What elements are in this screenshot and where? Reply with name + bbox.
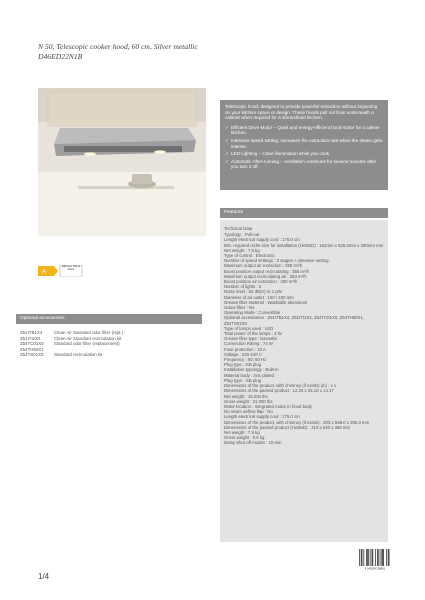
spec-line: Plug type : GB plug bbox=[224, 362, 262, 368]
list-item bbox=[20, 352, 200, 358]
feature-bullet: ✓ LED Lighting – Clear illumination while you cook. bbox=[225, 151, 383, 157]
silent-drive-label: Efficient Silent Drive bbox=[61, 264, 81, 272]
spec-line: Dimensions of the product, with chimney (if exists) (in) : x x bbox=[224, 383, 336, 389]
spec-line: Gross weight : 9.5 kg bbox=[224, 435, 265, 441]
spec-line: Type of control : Electronic bbox=[224, 253, 275, 259]
spec-line: Dimensions of the product, with chimney (if exists) : 203 x 598.0 x 290.0 mm bbox=[224, 419, 370, 425]
spec-line: Dimensions of the packed product : 12.20 x 25.16 x 14.17 bbox=[224, 388, 334, 394]
spec-line: Fuse protection : 10 A bbox=[224, 346, 266, 352]
spec-line: Diameter of air outlet : 120 / 150 mm bbox=[224, 294, 294, 300]
barcode-bar bbox=[375, 549, 376, 566]
barcode-bar bbox=[364, 549, 365, 566]
feature-bullet: ✓ Automatic After-running – ventilation continues for several minutes after you turn it off bbox=[225, 159, 383, 170]
barcode-bar bbox=[382, 549, 383, 566]
product-image bbox=[38, 88, 206, 236]
technical-data-list bbox=[224, 232, 384, 445]
accessory-desc: Standard recirculation kit bbox=[54, 352, 103, 358]
accessory-code: Z54TS01X0 bbox=[20, 352, 44, 358]
spec-line: Connection Rating : 74 W bbox=[224, 341, 273, 347]
spec-line: Maximum output air extraction : 268 m³/h bbox=[224, 263, 303, 269]
barcode-bar bbox=[370, 549, 371, 566]
barcode-bar bbox=[377, 549, 378, 566]
spec-line: Length electrical supply cord : 175.0 cm bbox=[224, 237, 300, 243]
spec-line: Installation typology : Built-in bbox=[224, 367, 279, 373]
barcode-bar bbox=[359, 549, 360, 566]
spec-line: Net weight : 18.000 lbs bbox=[224, 393, 268, 399]
features-heading: Features bbox=[220, 208, 388, 218]
product-description bbox=[220, 100, 388, 190]
spec-line: Length electrical supply cord : 175.0 cm bbox=[224, 414, 300, 420]
barcode-bar bbox=[378, 549, 379, 566]
description-intro: Telescopic hood: designed to provide powerful extraction without impacting on your kitchen space or design. These hoods pull out from underneath a cabinet when required for a streamlined kitchen. bbox=[225, 104, 378, 121]
barcode-bar bbox=[362, 549, 363, 566]
barcode-bar bbox=[372, 549, 373, 566]
accessory-desc: Standard odor filter (replacement) bbox=[54, 341, 120, 347]
page-number: 1/4 bbox=[38, 572, 50, 581]
spec-line: Net weight : 7.9 kg bbox=[224, 429, 260, 435]
energy-class: A bbox=[42, 269, 47, 276]
barcode-bar bbox=[367, 549, 368, 566]
spec-line: Voltage : 220-240 V bbox=[224, 351, 262, 357]
feature-bullet: ✓ Efficient Drive Motor – Quiet and energy-efficient hood motor for a calmer kitchen. bbox=[225, 125, 383, 136]
spec-line: Net weight : 7.9 kg bbox=[224, 247, 260, 253]
feature-bullets bbox=[225, 125, 383, 170]
product-title bbox=[38, 42, 238, 62]
barcode bbox=[358, 548, 392, 570]
technical-data-panel bbox=[220, 220, 388, 542]
spec-line: Min. required niche size for installation (HxWxD) : 162mm x 526.0mm x 290mm mm bbox=[224, 242, 384, 248]
product-title-line1: N 50, Telescopic cooker hood, 60 cm, Silver metallic bbox=[38, 42, 198, 51]
spec-line: Boost position output recirculating : 355 m³/h bbox=[224, 268, 310, 274]
accessory-code: Z51ITB1X4 bbox=[20, 330, 43, 335]
energy-badges bbox=[38, 264, 98, 276]
accessory-code: Z54TH60X1 bbox=[20, 346, 44, 352]
spec-line: Type of lamps used : LED bbox=[224, 325, 274, 331]
accessory-desc: Clean Air Standard odor filter (repl.) bbox=[54, 330, 124, 335]
spec-line: Frequency : 50; 60 Hz bbox=[224, 357, 267, 363]
barcode-bar bbox=[366, 549, 367, 566]
spec-line: Odour filter : No bbox=[224, 305, 255, 311]
accessory-code: Z54TC01X0 bbox=[20, 341, 44, 347]
spec-line: Plug type : GB plug bbox=[224, 377, 262, 383]
spec-line: Number of speed settings : 3 stages + intensive setting bbox=[224, 258, 329, 264]
barcode-bar bbox=[383, 549, 384, 566]
technical-data-title: Technical Data bbox=[224, 226, 253, 231]
spec-line: Operating Mode : Convertible bbox=[224, 310, 281, 316]
spec-line: Optional accessories : Z51ITB1X4, Z51ITI1X4, Z54TC01X0, Z54TH60X1, Z54TS01X0 bbox=[224, 315, 364, 326]
spec-line: Grease filter type : Kassette bbox=[224, 336, 278, 342]
barcode-number: 4 242004 238801 bbox=[364, 567, 386, 570]
product-model: D46ED22N1B bbox=[38, 52, 83, 61]
spec-line: Grease filter material : Washable aluminium bbox=[224, 299, 308, 305]
spec-line: Dimensions of the packed product (HxWxD) : 310 x 640 x 360 mm bbox=[224, 424, 351, 430]
optional-accessories-list bbox=[20, 330, 200, 358]
spec-line: No return airflow flap : No bbox=[224, 409, 273, 415]
spec-line: Total power of the lamps : 4 W bbox=[224, 331, 282, 337]
spec-line: Boost position air extraction : 400 m³/h bbox=[224, 279, 298, 285]
spec-line: Motor location : Integrated motor in hood body bbox=[224, 403, 312, 409]
spec-line: Gross weight : 21.000 lbs bbox=[224, 398, 273, 404]
spec-line: Material body : zinc plated bbox=[224, 372, 274, 378]
barcode-bar bbox=[380, 549, 381, 566]
barcode-bar bbox=[382, 549, 383, 566]
barcode-bar bbox=[368, 549, 369, 566]
barcode-bar bbox=[389, 549, 390, 566]
spec-line: Noise level : 62 dB(A) re 1 pW bbox=[224, 289, 282, 295]
spec-line: Number of lights : 2 bbox=[224, 284, 262, 290]
spec-line: Maximum output recirculating air : 253 m³/h bbox=[224, 273, 307, 279]
accessory-code: Z51ITI1X4 bbox=[20, 335, 41, 341]
spec-line: Delay Shut off modes : 10 min bbox=[224, 440, 282, 446]
optional-accessories-heading: Optional accessories bbox=[16, 314, 202, 324]
barcode-bar bbox=[361, 549, 362, 566]
barcode-bar bbox=[373, 549, 374, 566]
feature-bullet: ✓ Intensive speed setting: increases the extraction rate when the steam gets intense. bbox=[225, 138, 383, 149]
barcode-bar bbox=[388, 549, 389, 566]
accessory-desc: Clean Air Standard recirculation kit bbox=[54, 335, 122, 341]
barcode-bar bbox=[386, 549, 387, 566]
spec-line: Typology : Pull-out bbox=[224, 232, 260, 238]
